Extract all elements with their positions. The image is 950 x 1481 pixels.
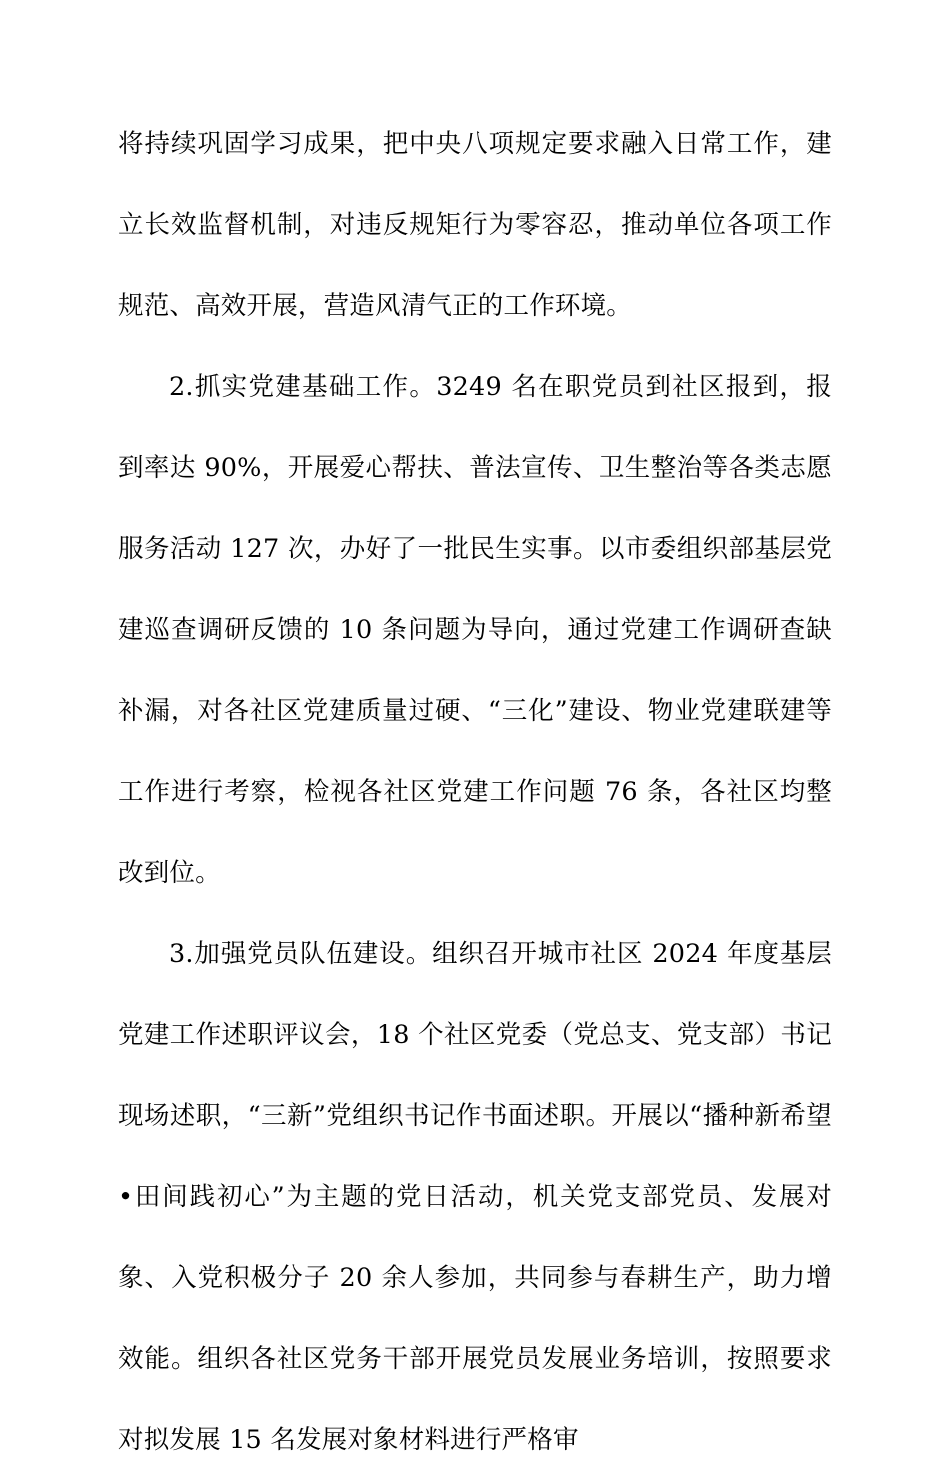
paragraph-3: 3.加强党员队伍建设。组织召开城市社区 2024 年度基层党建工作述职评议会，18 个社区党委（党总支、党支部）书记现场述职，“三新”党组织书记作书面述职。开展以“播种新希望•田间践初心”为主题的党日活动，机关党支部党员、发展对象、入党积极分子 20 余人参加，共同参与春耕生产，助力增效能。组织各社区党务干部开展党员发展业务培训，按照要求对拟发展 15 名发展对象材料进行严格审 xyxy=(118,939,832,1455)
paragraph-1: 将持续巩固学习成果，把中央八项规定要求融入日常工作，建立长效监督机制，对违反规矩行为零容忍，推动单位各项工作规范、高效开展，营造风清气正的工作环境。 xyxy=(118,129,832,321)
document-body xyxy=(118,104,832,1481)
paragraph-2: 2.抓实党建基础工作。3249 名在职党员到社区报到，报到率达 90%，开展爱心帮扶、普法宣传、卫生整治等各类志愿服务活动 127 次，办好了一批民生实事。以市委组织部基层党建巡查调研反馈的 10 条问题为导向，通过党建工作调研查缺补漏，对各社区党建质量过硬、“三化”建设、物业党建联建等工作进行考察，检视各社区党建工作问题 76 条，各社区均整改到位。 xyxy=(118,372,832,888)
